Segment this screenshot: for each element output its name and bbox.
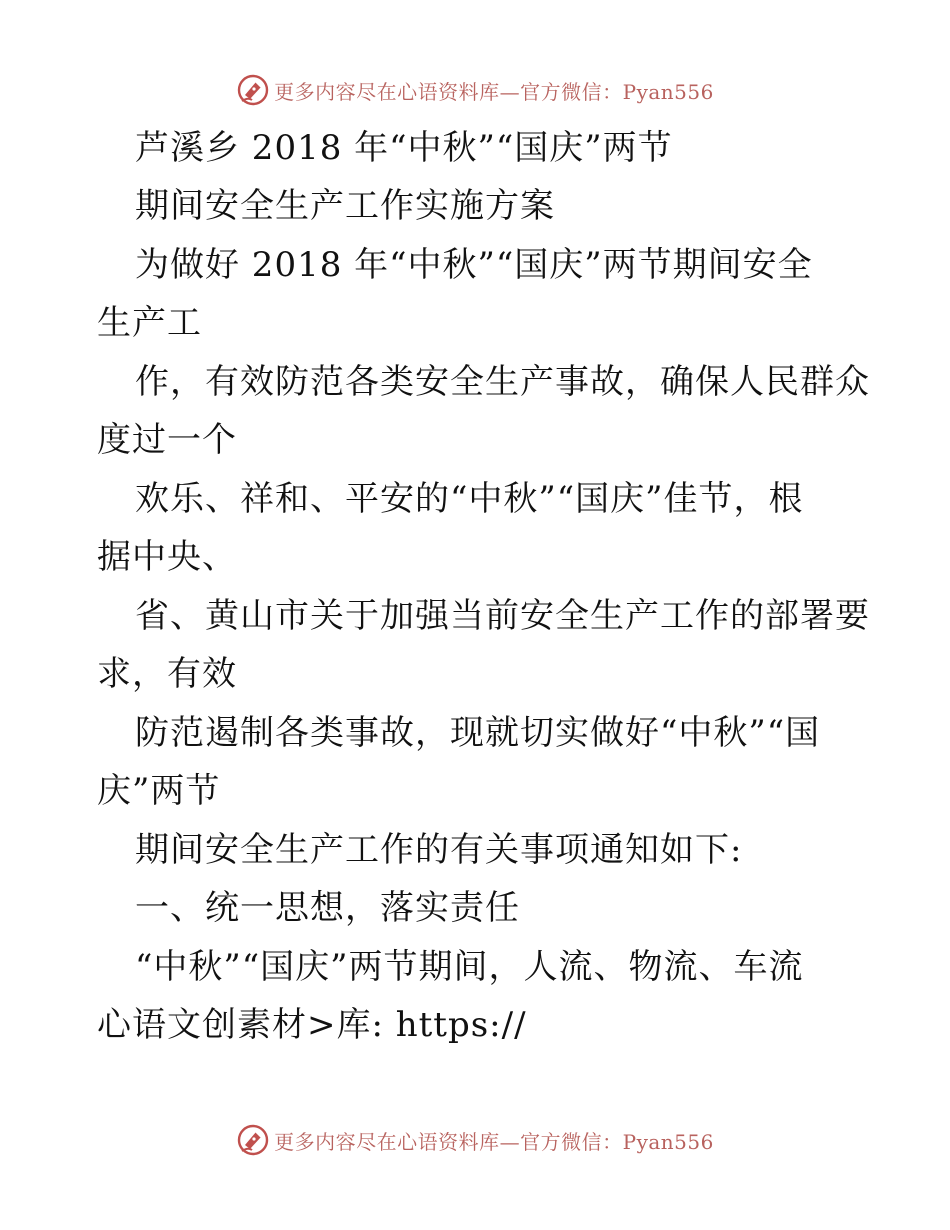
paragraph-line: 欢乐、祥和、平安的“中秋”“国庆”佳节，根 xyxy=(135,479,804,519)
paragraph-line: 度过一个 xyxy=(97,420,237,460)
paragraph-line: 作，有效防范各类安全生产事故，确保人民群众 xyxy=(135,362,870,402)
paragraph-line: 据中央、 xyxy=(97,537,237,577)
paragraph-line: 省、黄山市关于加强当前安全生产工作的部署要 xyxy=(135,596,870,636)
paragraph-line: 求，有效 xyxy=(97,654,237,694)
paragraph-line: 防范遏制各类事故，现就切实做好“中秋”“国 xyxy=(135,713,821,753)
doc-title-line-1: 芦溪乡 2018 年“中秋”“国庆”两节 xyxy=(135,128,673,168)
header-watermark xyxy=(0,70,950,110)
paragraph-line: 心语文创素材>库: https:// xyxy=(97,1005,527,1045)
paragraph-line: 庆”两节 xyxy=(97,771,221,811)
paragraph-line: 生产工 xyxy=(97,303,202,343)
pen-nib-logo-icon xyxy=(236,73,270,107)
watermark-text: 更多内容尽在心语资料库—官方微信：Pyan556 xyxy=(274,1129,714,1154)
paragraph-line: 为做好 2018 年“中秋”“国庆”两节期间安全 xyxy=(135,245,813,285)
paragraph-line: “中秋”“国庆”两节期间，人流、物流、车流 xyxy=(135,947,804,987)
paragraph-line: 期间安全生产工作的有关事项通知如下: xyxy=(135,830,743,870)
section-heading: 一、统一思想，落实责任 xyxy=(135,888,520,928)
doc-title-line-2: 期间安全生产工作实施方案 xyxy=(135,186,555,226)
watermark-text: 更多内容尽在心语资料库—官方微信：Pyan556 xyxy=(274,79,714,104)
footer-watermark xyxy=(0,1120,950,1160)
pen-nib-logo-icon xyxy=(236,1123,270,1157)
